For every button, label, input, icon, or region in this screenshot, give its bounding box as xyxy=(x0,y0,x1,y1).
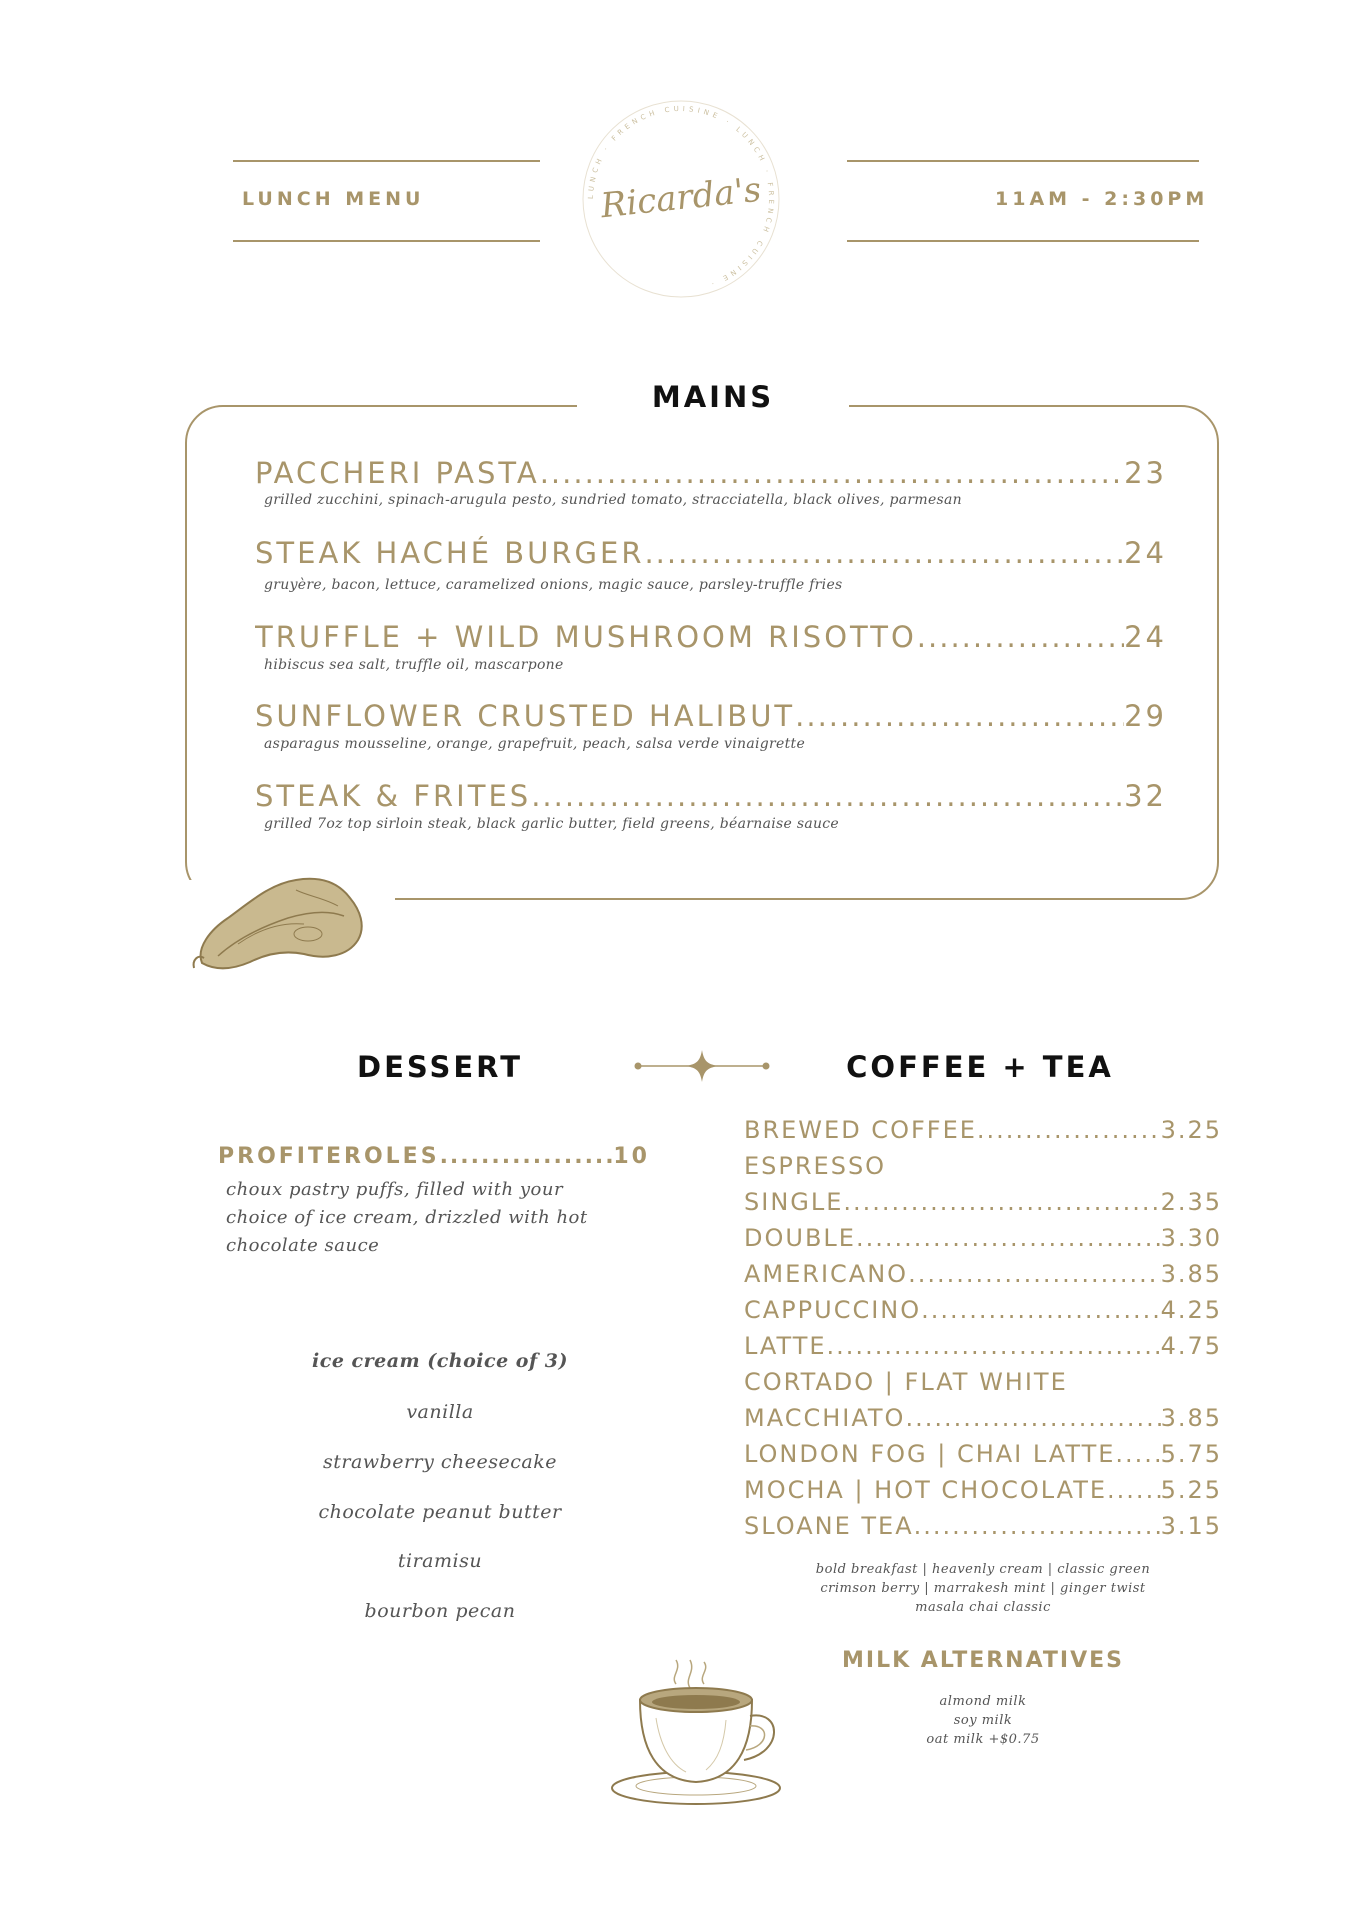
coffee-item-name: LATTE xyxy=(744,1332,827,1360)
main-item-price: 23 xyxy=(1124,456,1167,490)
sparkle-divider xyxy=(632,1048,772,1084)
coffee-item-name: MACCHIATO xyxy=(744,1404,906,1432)
dessert-title: DESSERT xyxy=(357,1050,523,1084)
tea-variety-line: bold breakfast | heavenly cream | classic green xyxy=(815,1562,1151,1577)
ice-cream-title: ice cream (choice of 3) xyxy=(312,1350,568,1372)
main-item-desc: grilled 7oz top sirloin steak, black garlic butter, field greens, béarnaise sauce xyxy=(264,816,840,832)
dessert-item-name: PROFITEROLES xyxy=(218,1144,440,1169)
ice-cream-flavor: bourbon pecan xyxy=(364,1600,516,1622)
dot-leader xyxy=(917,620,1124,654)
main-item-price: 24 xyxy=(1124,536,1167,570)
coffee-item-name: AMERICANO xyxy=(744,1260,909,1288)
coffee-item-name: CORTADO | FLAT WHITE xyxy=(744,1368,1068,1396)
coffee-tea-title: COFFEE + TEA xyxy=(846,1050,1114,1084)
dot-leader xyxy=(843,1188,1160,1216)
lunch-menu-label: LUNCH MENU xyxy=(242,188,425,210)
dot-leader xyxy=(440,1144,614,1169)
coffee-item-row xyxy=(744,1188,1222,1216)
coffee-item-row xyxy=(744,1476,1222,1504)
dessert-item-desc: choux pastry puffs, filled with your choice of ice cream, drizzled with hot chocolate sauce xyxy=(226,1179,588,1256)
coffee-item-name: SINGLE xyxy=(744,1188,844,1216)
main-item-name: SUNFLOWER CRUSTED HALIBUT xyxy=(255,699,796,733)
coffee-item-row xyxy=(744,1440,1222,1468)
coffee-item-price: 5.75 xyxy=(1160,1440,1222,1468)
main-item-name-row xyxy=(255,620,1167,654)
ice-cream-flavor: vanilla xyxy=(406,1401,474,1423)
dot-leader xyxy=(540,456,1124,490)
coffee-item-price: 3.25 xyxy=(1160,1116,1222,1144)
header-rule-left-top xyxy=(233,160,540,162)
milk-option: oat milk +$0.75 xyxy=(926,1732,1040,1747)
sparkle-divider-icon xyxy=(632,1048,772,1084)
coffee-item-price: 4.75 xyxy=(1160,1332,1222,1360)
coffee-item-price: 5.25 xyxy=(1160,1476,1222,1504)
coffee-item-row xyxy=(744,1224,1222,1252)
milk-option: soy milk xyxy=(953,1713,1013,1728)
ice-cream-flavor: strawberry cheesecake xyxy=(323,1451,557,1473)
dot-leader xyxy=(908,1260,1161,1288)
coffee-item-name: MOCHA | HOT CHOCOLATE xyxy=(744,1476,1108,1504)
main-item-name-row xyxy=(255,456,1167,490)
main-item-name: STEAK HACHÉ BURGER xyxy=(255,536,645,570)
main-item-name: PACCHERI PASTA xyxy=(255,456,540,490)
ice-cream-flavor: chocolate peanut butter xyxy=(318,1501,562,1523)
tea-variety-line: masala chai classic xyxy=(915,1600,1051,1615)
main-item-name-row xyxy=(255,779,1167,813)
main-item-name-row xyxy=(255,536,1167,570)
dot-leader xyxy=(644,536,1124,570)
mains-title: MAINS xyxy=(651,380,775,414)
steak-icon xyxy=(188,868,388,978)
restaurant-logo xyxy=(578,96,784,302)
main-item-price: 32 xyxy=(1124,779,1167,813)
header-rule-right-bottom xyxy=(847,240,1199,242)
steak-illustration xyxy=(188,868,388,978)
coffee-item-price: 4.25 xyxy=(1160,1296,1222,1324)
coffee-item-row xyxy=(744,1116,1222,1144)
coffee-cup-icon xyxy=(606,1648,802,1812)
coffee-item-price: 3.85 xyxy=(1160,1260,1222,1288)
dot-leader xyxy=(905,1404,1160,1432)
coffee-item-row xyxy=(744,1332,1222,1360)
header-rule-left-bottom xyxy=(233,240,540,242)
milk-alternatives-title: MILK ALTERNATIVES xyxy=(841,1648,1124,1673)
coffee-item-row xyxy=(744,1512,1222,1540)
coffee-item-price: 3.15 xyxy=(1160,1512,1222,1540)
logo-script: Ricarda's xyxy=(598,169,764,227)
hours-label: 11AM - 2:30PM xyxy=(995,188,1209,210)
coffee-item-row xyxy=(744,1296,1222,1324)
logo-ring-text: LUNCH · FRENCH CUISINE · LUNCH · FRENCH CUISINE · xyxy=(586,104,776,289)
main-item-price: 29 xyxy=(1124,699,1167,733)
dot-leader xyxy=(921,1296,1160,1324)
header-rule-right-top xyxy=(847,160,1199,162)
ice-cream-flavor: tiramisu xyxy=(397,1550,483,1572)
dot-leader xyxy=(1115,1440,1160,1468)
coffee-item-price: 3.30 xyxy=(1160,1224,1222,1252)
dot-leader xyxy=(827,1332,1161,1360)
dot-leader xyxy=(856,1224,1161,1252)
main-item-desc: hibiscus sea salt, truffle oil, mascarpone xyxy=(264,657,564,673)
coffee-item-name: ESPRESSO xyxy=(744,1152,887,1180)
main-item-name-row xyxy=(255,699,1167,733)
main-item-name: TRUFFLE + WILD MUSHROOM RISOTTO xyxy=(255,620,917,654)
coffee-item-row xyxy=(744,1260,1222,1288)
coffee-item-price: 2.35 xyxy=(1160,1188,1222,1216)
dessert-item-price: 10 xyxy=(613,1144,650,1169)
coffee-item-name: BREWED COFFEE xyxy=(744,1116,977,1144)
main-item-name: STEAK & FRITES xyxy=(255,779,532,813)
main-item-price: 24 xyxy=(1124,620,1167,654)
dessert-item-row xyxy=(218,1144,650,1169)
main-item-desc: grilled zucchini, spinach-arugula pesto, sundried tomato, stracciatella, black olives, parmesan xyxy=(264,492,962,508)
coffee-item-name: CAPPUCCINO xyxy=(744,1296,922,1324)
coffee-item-name: SLOANE TEA xyxy=(744,1512,914,1540)
coffee-item-row xyxy=(744,1404,1222,1432)
main-item-desc: asparagus mousseline, orange, grapefruit, peach, salsa verde vinaigrette xyxy=(264,736,806,752)
main-item-desc: gruyère, bacon, lettuce, caramelized onions, magic sauce, parsley-truffle fries xyxy=(264,577,843,593)
dot-leader xyxy=(977,1116,1161,1144)
coffee-item-price: 3.85 xyxy=(1160,1404,1222,1432)
coffee-item-name: DOUBLE xyxy=(744,1224,856,1252)
coffee-cup-illustration xyxy=(606,1648,802,1812)
dot-leader xyxy=(1107,1476,1161,1504)
dot-leader xyxy=(914,1512,1161,1540)
milk-option: almond milk xyxy=(939,1694,1027,1709)
tea-variety-line: crimson berry | marrakesh mint | ginger twist xyxy=(820,1581,1146,1596)
coffee-item-name: LONDON FOG | CHAI LATTE xyxy=(744,1440,1116,1468)
dot-leader xyxy=(795,699,1124,733)
dot-leader xyxy=(531,779,1124,813)
